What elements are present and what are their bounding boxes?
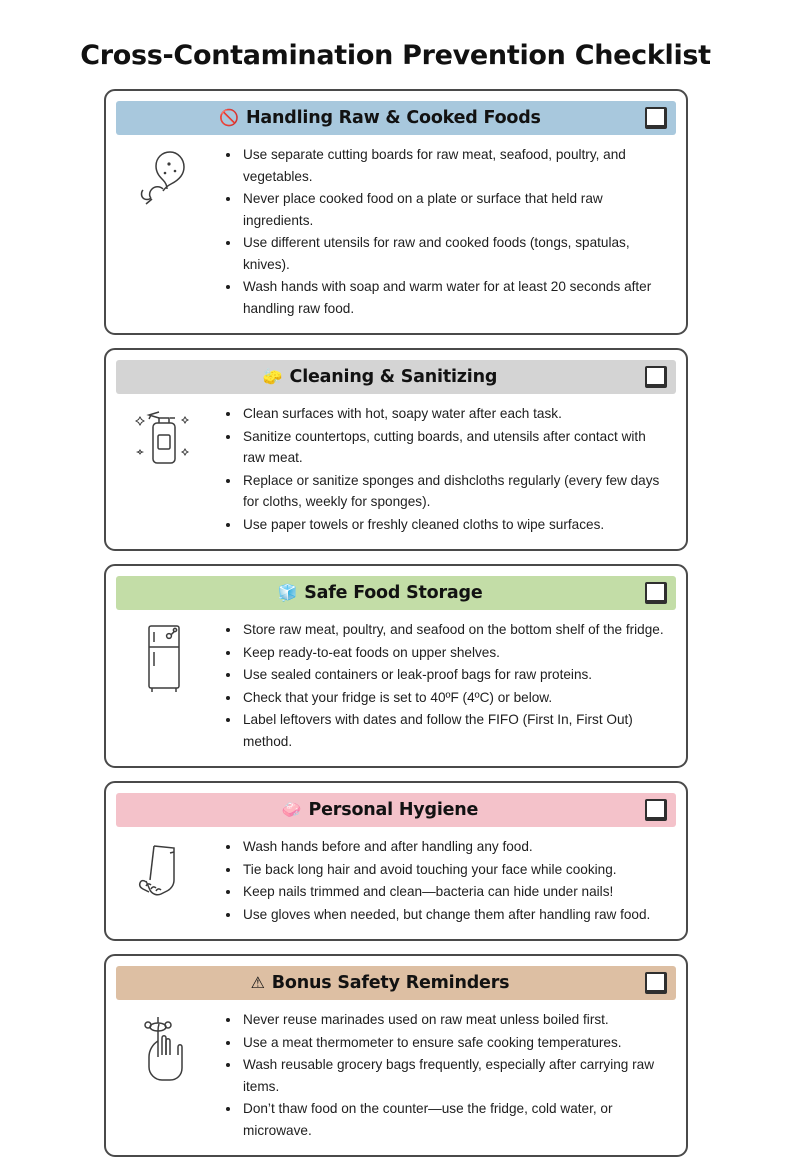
section-title-row bbox=[277, 583, 482, 603]
section-header-personal-hygiene bbox=[116, 793, 676, 827]
section-body bbox=[116, 1000, 676, 1144]
section-card-safe-food-storage bbox=[104, 564, 688, 768]
list-item: Tie back long hair and avoid touching your face while cooking. bbox=[226, 859, 670, 881]
section-title: Cleaning & Sanitizing bbox=[289, 367, 498, 387]
section-title: Safe Food Storage bbox=[304, 583, 483, 603]
section-body bbox=[116, 135, 676, 322]
section-header-bonus-safety-reminders bbox=[116, 966, 676, 1000]
section-checkbox[interactable] bbox=[645, 972, 667, 994]
sponge-icon: 🧽 bbox=[262, 367, 283, 386]
section-title-row bbox=[251, 973, 510, 993]
page-title: Cross-Contamination Prevention Checklist bbox=[80, 40, 711, 71]
list-item: Sanitize countertops, cutting boards, and utensils after contact with raw meat. bbox=[226, 426, 670, 469]
section-body bbox=[116, 394, 676, 538]
list-item: Use paper towels or freshly cleaned cloths to wipe surfaces. bbox=[226, 514, 670, 536]
list-item: Use a meat thermometer to ensure safe cooking temperatures. bbox=[226, 1032, 670, 1054]
list-item: Label leftovers with dates and follow the FIFO (First In, First Out) method. bbox=[226, 709, 670, 752]
section-header-cleaning-sanitizing bbox=[116, 360, 676, 394]
section-header-safe-food-storage bbox=[116, 576, 676, 610]
chicken-drumstick-icon bbox=[118, 144, 210, 208]
section-bullet-list bbox=[210, 836, 670, 926]
list-item: Clean surfaces with hot, soapy water after each task. bbox=[226, 403, 670, 425]
section-bullet-list bbox=[210, 144, 670, 320]
section-checkbox[interactable] bbox=[645, 366, 667, 388]
list-item: Use gloves when needed, but change them after handling raw food. bbox=[226, 904, 670, 926]
section-bullet-list bbox=[210, 619, 670, 753]
section-card-bonus-safety-reminders bbox=[104, 954, 688, 1157]
section-title: Bonus Safety Reminders bbox=[271, 973, 510, 993]
section-checkbox[interactable] bbox=[645, 799, 667, 821]
section-title: Handling Raw & Cooked Foods bbox=[245, 108, 541, 128]
list-item: Use separate cutting boards for raw meat, seafood, poultry, and vegetables. bbox=[226, 144, 670, 187]
section-bullet-list bbox=[210, 403, 670, 536]
list-item: Wash hands with soap and warm water for at least 20 seconds after handling raw food. bbox=[226, 276, 670, 319]
string-on-finger-reminder-icon bbox=[118, 1009, 210, 1083]
section-checkbox[interactable] bbox=[645, 107, 667, 129]
section-bullet-list bbox=[210, 1009, 670, 1142]
list-item: Keep ready-to-eat foods on upper shelves. bbox=[226, 642, 670, 664]
list-item: Wash hands before and after handling any food. bbox=[226, 836, 670, 858]
section-body bbox=[116, 827, 676, 928]
list-item: Use different utensils for raw and cooked foods (tongs, spatulas, knives). bbox=[226, 232, 670, 275]
list-item: Keep nails trimmed and clean—bacteria can hide under nails! bbox=[226, 881, 670, 903]
list-item: Replace or sanitize sponges and dishcloths regularly (every few days for cloths, weekly for sponges). bbox=[226, 470, 670, 513]
section-body bbox=[116, 610, 676, 755]
rubber-glove-icon bbox=[118, 836, 210, 908]
list-item: Use sealed containers or leak-proof bags for raw proteins. bbox=[226, 664, 670, 686]
no-entry-sign-icon: 🚫 bbox=[219, 108, 239, 127]
section-card-cleaning-sanitizing bbox=[104, 348, 688, 551]
ice-cube-icon: 🧊 bbox=[277, 583, 298, 602]
refrigerator-icon bbox=[118, 619, 210, 695]
section-title-row bbox=[282, 800, 478, 820]
list-item: Store raw meat, poultry, and seafood on the bottom shelf of the fridge. bbox=[226, 619, 670, 641]
section-checkbox[interactable] bbox=[645, 582, 667, 604]
list-item: Never place cooked food on a plate or surface that held raw ingredients. bbox=[226, 188, 670, 231]
section-header-handling-raw-cooked-foods bbox=[116, 101, 676, 135]
list-item: Don’t thaw food on the counter—use the fridge, cold water, or microwave. bbox=[226, 1098, 670, 1141]
warning-triangle-icon: ⚠ bbox=[250, 973, 265, 992]
section-card-handling-raw-cooked-foods bbox=[104, 89, 688, 335]
section-title-row bbox=[219, 108, 541, 128]
list-item: Wash reusable grocery bags frequently, especially after carrying raw items. bbox=[226, 1054, 670, 1097]
checklist-sections bbox=[0, 89, 791, 1157]
list-item: Check that your fridge is set to 40ºF (4ºC) or below. bbox=[226, 687, 670, 709]
checklist-page bbox=[0, 40, 791, 1138]
section-card-personal-hygiene bbox=[104, 781, 688, 941]
list-item: Never reuse marinades used on raw meat unless boiled first. bbox=[226, 1009, 670, 1031]
section-title-row bbox=[263, 367, 497, 387]
section-title: Personal Hygiene bbox=[308, 800, 479, 820]
spray-bottle-icon bbox=[118, 403, 210, 471]
soap-icon: 🧼 bbox=[281, 800, 302, 819]
